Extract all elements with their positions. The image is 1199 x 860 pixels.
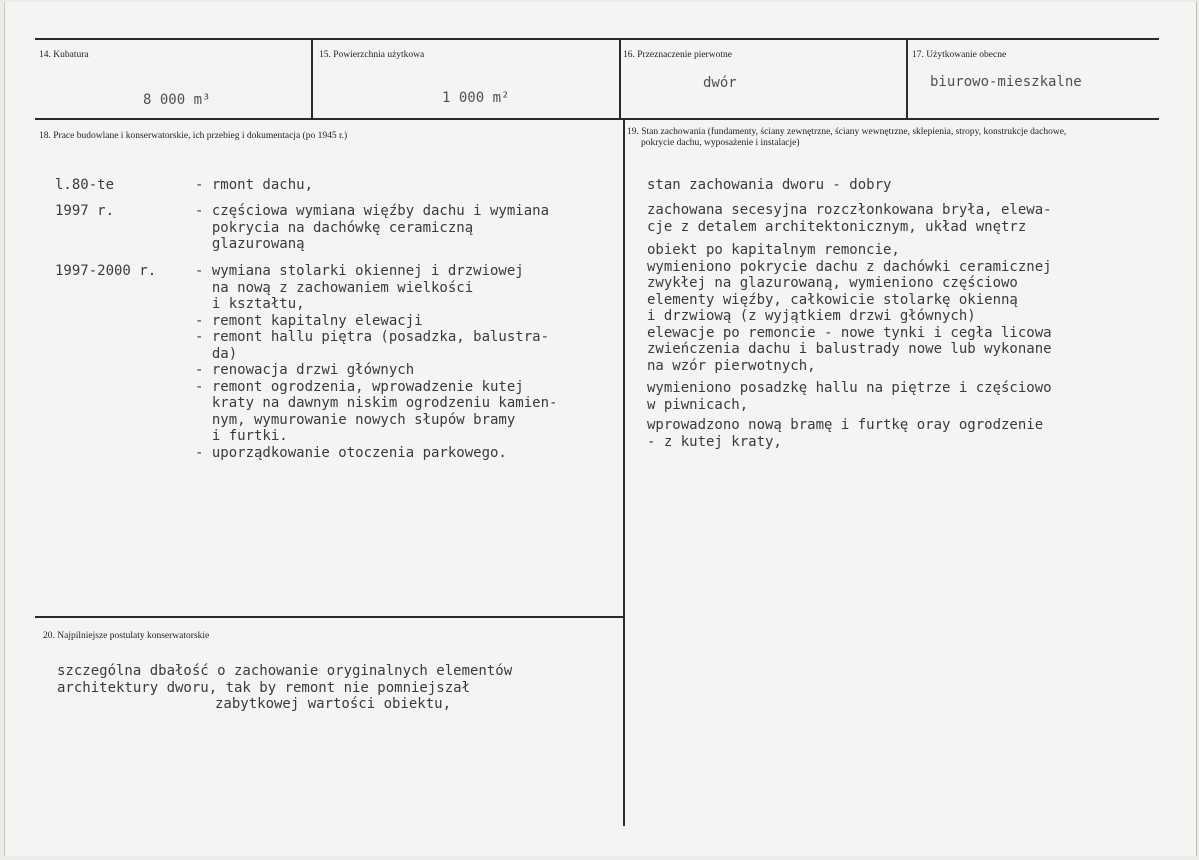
uzytkowanie-value: biurowo-mieszkalne [930, 74, 1082, 90]
entry-line: pokrycia na dachówkę ceramiczną [195, 219, 474, 236]
entry-line: - częściowa wymiana więźby dachu i wymiana [195, 203, 550, 219]
stan-line: stan zachowania dworu - dobry [647, 177, 892, 193]
powierzchnia-value: 1 000 m² [442, 90, 510, 106]
uzytkowanie-label: 17. Użytkowanie obecne [912, 50, 1007, 60]
stan-line: zachowana secesyjna rozczłonkowana bryła, elewa- [647, 202, 1052, 218]
entry-date: 1997-2000 r. [55, 263, 157, 279]
postulaty-label: 20. Najpilniejsze postulaty konserwatorskie [43, 631, 210, 641]
entry-line: - renowacja drzwi głównych [195, 362, 415, 378]
section-20-rule [35, 616, 625, 618]
entry-line: - remont hallu piętra (posadzka, balustra- [195, 329, 550, 345]
prace-label: 18. Prace budowlane i konserwatorskie, ich przebieg i dokumentacja (po 1945 r.) [39, 131, 348, 141]
kubatura-label: 14. Kubatura [39, 50, 89, 60]
stan-line: elementy więźby, całkowicie stolarkę okienną [647, 291, 1018, 308]
divider-15-16 [619, 38, 621, 120]
stan-line: wymieniono posadzkę hallu na piętrze i częściowo [647, 380, 1052, 396]
entry-line: - remont kapitalny elewacji [195, 312, 423, 329]
przeznaczenie-label: 16. Przeznaczenie pierwotne [623, 50, 732, 60]
top-rule [35, 38, 1159, 40]
entry-line: - rmont dachu, [195, 177, 314, 193]
stan-line: wprowadzono nową bramę i furtkę oray ogrodzenie [647, 417, 1044, 433]
entry-line: i kształtu, [195, 296, 305, 312]
stan-line: w piwnicach, [647, 396, 749, 413]
przeznaczenie-value: dwór [703, 75, 737, 91]
entry-line: na nową z zachowaniem wielkości [195, 279, 474, 296]
postulaty-line: architektury dworu, tak by remont nie pomniejszał [57, 679, 471, 696]
entry-line: kraty na dawnym niskim ogrodzeniu kamien- [195, 395, 558, 411]
entry-line: - wymiana stolarki okiennej i drzwiowej [195, 263, 524, 279]
stan-line: cje z detalem architektonicznym, układ wnętrz [647, 218, 1027, 235]
entry-line: nym, wymurowanie nowych słupów bramy [195, 411, 516, 428]
stan-line: - z kutej kraty, [647, 433, 782, 450]
record-card [4, 2, 1197, 856]
divider-16-17 [906, 38, 908, 120]
stan-label-line2: pokrycie dachu, wyposażenie i instalacje) [641, 138, 800, 148]
entry-line: - remont ogrodzenia, wprowadzenie kutej [195, 378, 524, 395]
divider-14-15 [311, 38, 313, 120]
entry-line: glazurowaną [195, 236, 305, 252]
postulaty-line: zabytkowej wartości obiektu, [215, 696, 452, 712]
stan-line: wymieniono pokrycie dachu z dachówki ceramicznej [647, 258, 1052, 275]
entry-line: i furtki. [195, 428, 288, 444]
powierzchnia-label: 15. Powierzchnia użytkowa [319, 50, 425, 60]
stan-line: zwykłej na glazurowaną, wymieniono częściowo [647, 275, 1018, 291]
entry-date: 1997 r. [55, 203, 115, 219]
entry-line: da) [195, 345, 238, 362]
stan-line: obiekt po kapitalnym remoncie, [647, 242, 900, 258]
divider-main [623, 118, 625, 826]
stan-line: elewacje po remoncie - nowe tynki i cegła licowa [647, 324, 1052, 341]
postulaty-line: szczególna dbałość o zachowanie oryginalnych elementów [57, 663, 513, 679]
stan-line: zwieńczenia dachu i balustrady nowe lub wykonane [647, 341, 1052, 357]
stan-label-line1: 19. Stan zachowania (fundamenty, ściany zewnętrzne, ściany wewnętrzne, sklepienia, stropy, konstrukcje dachowe, [627, 127, 1067, 137]
entry-line: - uporządkowanie otoczenia parkowego. [195, 444, 507, 461]
entry-date: l.80-te [55, 177, 115, 193]
kubatura-value: 8 000 m³ [143, 92, 211, 108]
stan-line: i drzwiową (z wyjątkiem drzwi głównych) [647, 308, 976, 324]
header-row-rule [35, 118, 1159, 120]
stan-line: na wzór pierwotnych, [647, 357, 816, 374]
